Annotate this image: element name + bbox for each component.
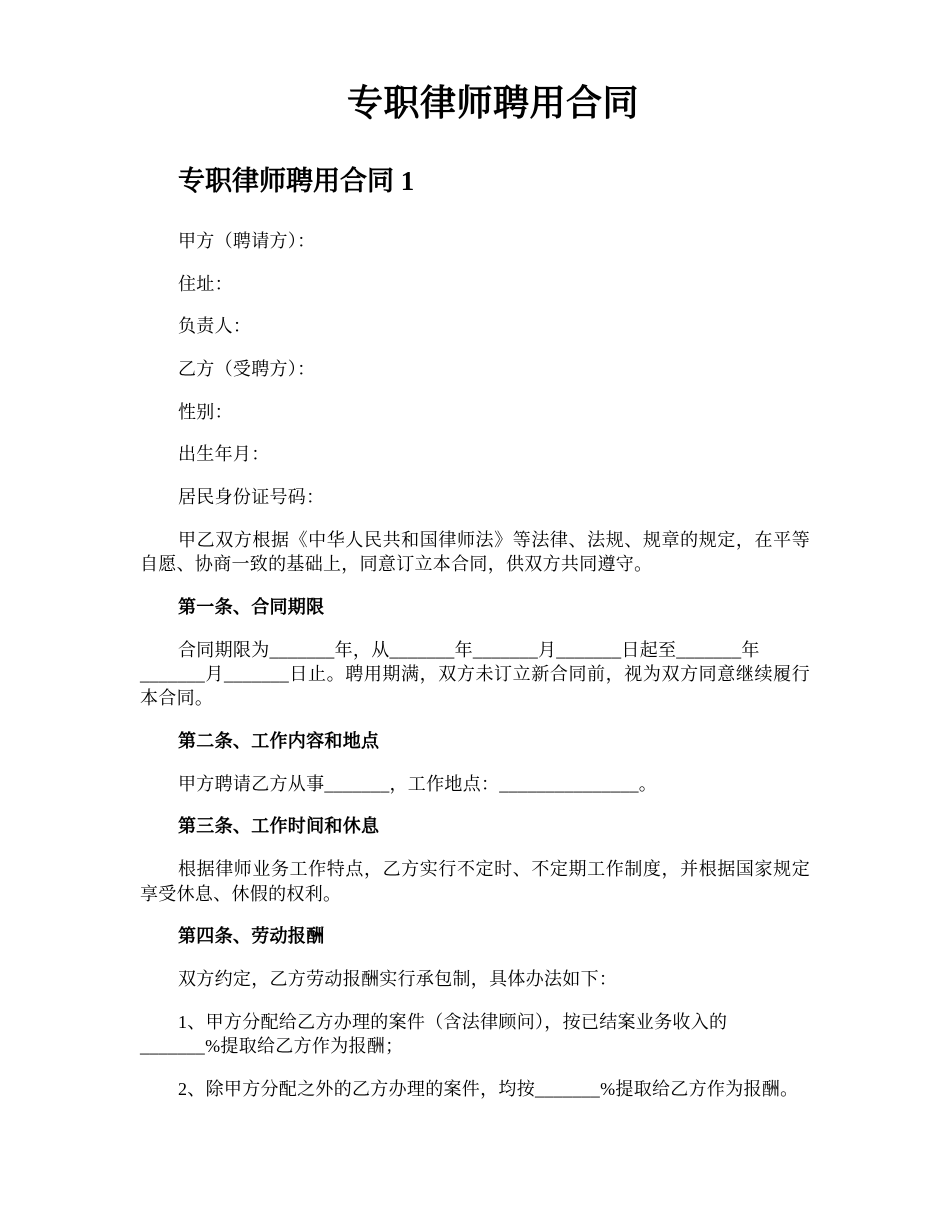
birth-date-field-label: 出生年月： [178, 444, 270, 465]
paragraph-line: _______月_______日止。聘用期满，双方未订立新合同前，视为双方同意继续履行 [140, 663, 810, 684]
article-4-heading: 第四条、劳动报酬 [178, 926, 325, 947]
paragraph-line: 享受休息、休假的权利。 [140, 883, 342, 904]
gender-field-label: 性别： [178, 401, 233, 422]
document-title: 专职律师聘用合同 [346, 83, 639, 123]
address-field-label: 住址： [178, 273, 233, 294]
article-3-heading: 第三条、工作时间和休息 [178, 816, 380, 837]
section-title: 专职律师聘用合同 1 [178, 166, 415, 196]
party-a-field-label: 甲方（聘请方）： [178, 230, 316, 251]
paragraph-line: 1、甲方分配给乙方办理的案件（含法律顾问），按已结案业务收入的 [178, 1011, 728, 1032]
article-4-item-2: 2、除甲方分配之外的乙方办理的案件，均按_______%提取给乙方作为报酬。 [178, 1078, 799, 1099]
paragraph-line: 自愿、协商一致的基础上，同意订立本合同，供双方共同遵守。 [140, 554, 653, 575]
paragraph-line: _______%提取给乙方作为报酬； [140, 1036, 404, 1057]
party-b-field-label: 乙方（受聘方）： [178, 358, 316, 379]
article-4-paragraph: 双方约定，乙方劳动报酬实行承包制，具体办法如下： [178, 968, 618, 989]
article-4-item-1 [140, 1010, 810, 1059]
paragraph-line: 合同期限为_______年，从_______年_______月_______日起至_______年 [178, 639, 760, 660]
article-2-paragraph: 甲方聘请乙方从事_______，工作地点：_______________。 [178, 773, 658, 794]
article-3-paragraph [140, 857, 810, 906]
paragraph-line: 甲乙双方根据《中华人民共和国律师法》等法律、法规、规章的规定，在平等 [178, 529, 810, 550]
preamble-paragraph [140, 528, 810, 577]
id-number-field-label: 居民身份证号码： [178, 487, 325, 508]
document-body [140, 81, 810, 1119]
article-1-paragraph [140, 638, 810, 711]
paragraph-line: 根据律师业务工作特点，乙方实行不定时、不定期工作制度，并根据国家规定 [178, 859, 810, 880]
responsible-person-field-label: 负责人： [178, 316, 252, 337]
paragraph-line: 本合同。 [140, 688, 214, 709]
article-2-heading: 第二条、工作内容和地点 [178, 731, 380, 752]
article-1-heading: 第一条、合同期限 [178, 596, 325, 617]
